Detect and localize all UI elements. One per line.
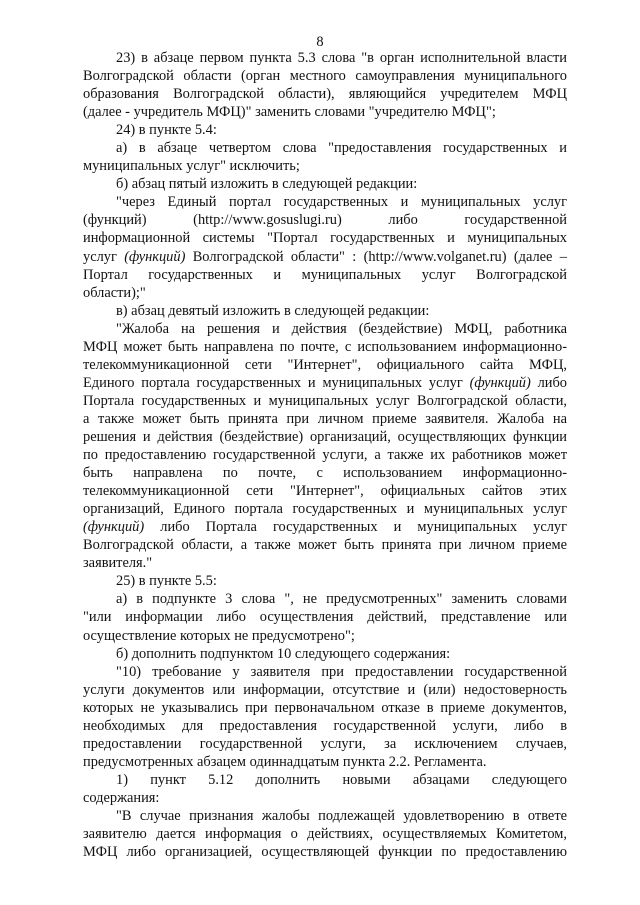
text-line: которых не указывались при первоначальном отказе в приеме документов, <box>83 699 567 716</box>
text-line: Волгоградской области (орган местного самоуправления муниципального <box>83 68 567 85</box>
text-line <box>83 518 567 536</box>
text-line: предусмотренных абзацем одиннадцатым пункта 2.2. Регламента. <box>83 753 487 770</box>
text-line: "через Единый портал государственных и муниципальных услуг <box>116 194 567 211</box>
text-line: "В случае признания жалобы подлежащей удовлетворению в ответе <box>116 807 567 824</box>
text-fragment: либо <box>530 374 567 391</box>
text-line: решения и действия (бездействие) организаций, осуществляющих функции <box>83 428 567 445</box>
text-line: (функций) (http://www.gosuslugi.ru) либо государственной <box>83 212 567 229</box>
text-line: а также может быть принята при личном приеме заявителя. Жалоба на <box>83 410 567 427</box>
text-line: (далее - учредитель МФЦ)" заменить словами "учредителю МФЦ"; <box>83 104 496 121</box>
document-body <box>83 49 567 861</box>
text-line: б) абзац пятый изложить в следующей редакции: <box>116 176 418 193</box>
text-line: а) в абзаце четвертом слова "предоставления государственных и <box>116 140 567 157</box>
text-line: МФЦ может быть направлена по почте, с использованием информационно- <box>83 338 567 355</box>
text-line: быть направлена по почте, с использованием информационно- <box>83 465 567 482</box>
text-line: области);" <box>83 284 146 301</box>
text-line: б) дополнить подпунктом 10 следующего содержания: <box>116 645 451 662</box>
text-line: необходимых для предоставления государственной услуги, либо в <box>83 717 567 734</box>
text-line: информационной системы "Портал государственных и муниципальных <box>83 230 567 247</box>
text-line: образования Волгоградской области), являющийся учредителем МФЦ <box>83 86 567 103</box>
text-line: по предоставлению государственной услуги, а также их работников может <box>83 447 567 464</box>
text-line: 23) в абзаце первом пункта 5.3 слова "в орган исполнительной власти <box>116 50 567 66</box>
italic-text: (функций) <box>124 248 186 265</box>
italic-text: (функций) <box>83 519 145 536</box>
text-line: телекоммуникационной сети "Интернет", официального сайта МФЦ, <box>83 356 567 373</box>
text-fragment: услуг <box>83 248 125 265</box>
text-line: осуществление которых не предусмотрено"; <box>83 627 355 644</box>
text-line: а) в подпункте 3 слова ", не предусмотренных" заменить словами <box>116 591 567 608</box>
text-line: "или информации либо осуществления действий, представление или <box>83 609 567 626</box>
text-line: МФЦ либо организацией, осуществляющей функции по предоставлению <box>83 844 567 861</box>
text-line: услуги документов или информации, отсутствие и (или) недостоверность <box>83 681 567 698</box>
text-fragment: либо Портала государственных и муниципальных услуг <box>144 519 567 536</box>
text-line: 24) в пункте 5.4: <box>116 122 217 139</box>
text-fragment: Единого портала государственных и муниципальных услуг <box>83 374 470 391</box>
text-fragment: Волгоградской области" : (http://www.volganet.ru) (далее – <box>185 248 567 265</box>
italic-text: (функций) <box>469 374 531 391</box>
text-line <box>83 248 567 266</box>
text-line: 25) в пункте 5.5: <box>116 573 217 590</box>
page-number: 8 <box>316 34 324 50</box>
text-line: "Жалоба на решения и действия (бездействие) МФЦ, работника <box>116 320 567 337</box>
text-line: Портал государственных и муниципальных услуг Волгоградской <box>83 266 567 283</box>
text-line: Волгоградской области, а также может быть принята при личном приеме <box>83 537 567 554</box>
text-line: муниципальных услуг" исключить; <box>83 158 300 175</box>
text-line: Портала государственных и муниципальных услуг Волгоградской области, <box>83 392 567 409</box>
text-line: заявителя." <box>83 555 153 572</box>
text-line: заявителю дается информация о действиях, осуществляемых Комитетом, <box>83 826 567 843</box>
text-line: содержания: <box>83 789 160 806</box>
text-line: телекоммуникационной сети "Интернет", официальных сайтов этих <box>83 483 567 500</box>
text-line: организаций, Единого портала государственных и муниципальных услуг <box>83 501 567 518</box>
text-line: в) абзац девятый изложить в следующей редакции: <box>116 302 430 319</box>
text-line: 1) пункт 5.12 дополнить новыми абзацами следующего <box>116 771 567 788</box>
text-line: "10) требование у заявителя при предоставлении государственной <box>116 663 567 680</box>
text-line <box>83 374 567 392</box>
text-line: предоставлении государственной услуги, за исключением случаев, <box>83 735 567 752</box>
